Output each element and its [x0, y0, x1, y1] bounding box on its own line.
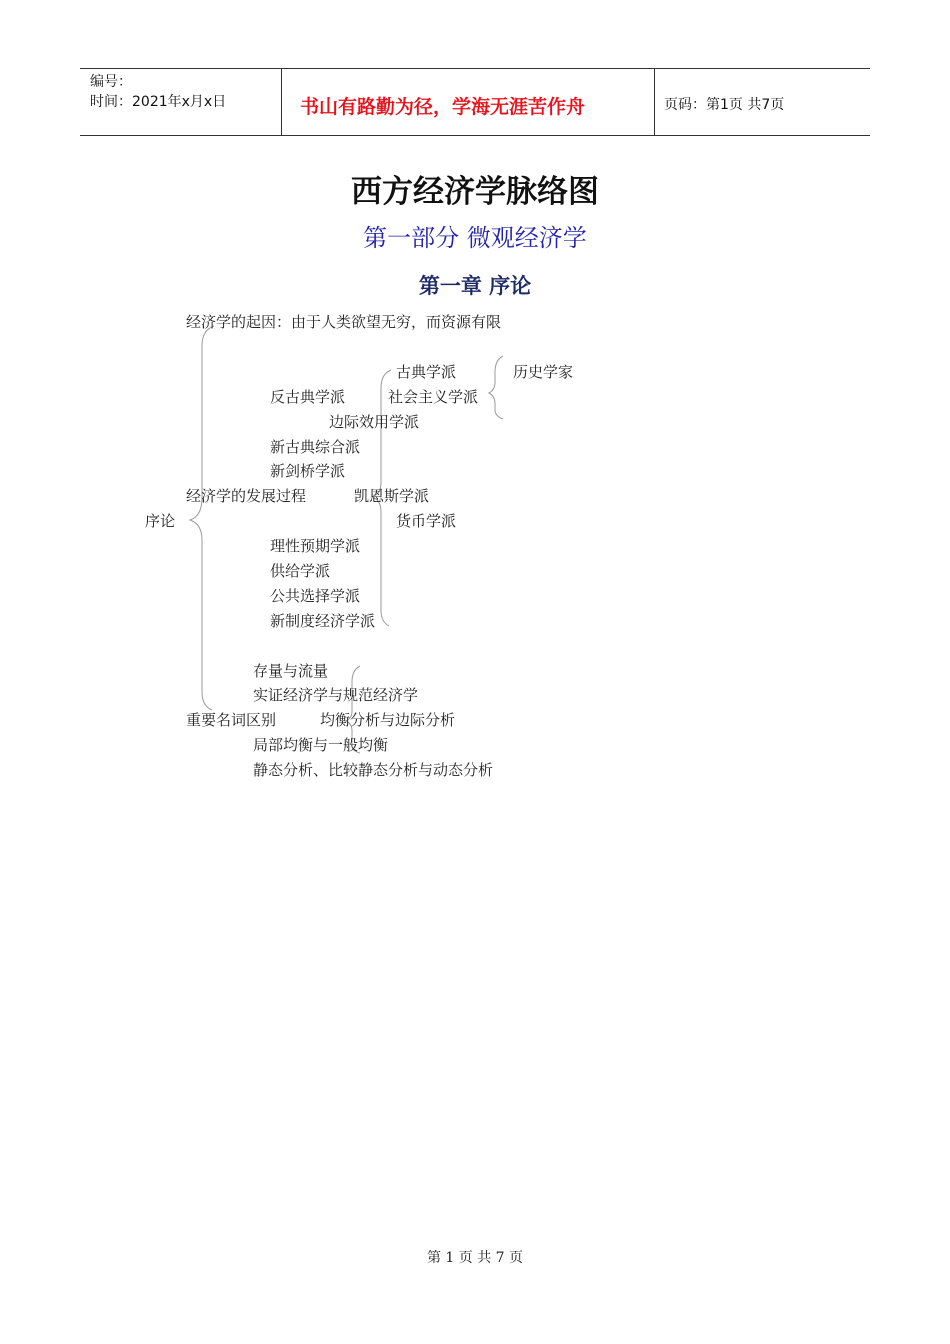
- header-motto: 书山有路勤为径，学海无涯苦作舟: [300, 96, 586, 118]
- school-marginal-utility: 边际效用学派: [329, 413, 420, 431]
- school-new-cambridge: 新剑桥学派: [270, 462, 346, 480]
- term-item: 局部均衡与一般均衡: [253, 736, 389, 754]
- school-historical: 历史学家: [513, 363, 574, 381]
- term-item: 静态分析、比较静态分析与动态分析: [253, 761, 494, 779]
- school-anti-classical: 反古典学派: [270, 388, 346, 406]
- document-title: 西方经济学脉络图: [351, 174, 599, 210]
- school-neoclassical-synthesis: 新古典综合派: [270, 438, 361, 456]
- root-node: 序论: [145, 512, 176, 530]
- school-keynesian: 凯恩斯学派: [354, 487, 430, 505]
- school-monetarist: 货币学派: [396, 512, 457, 530]
- school-public-choice: 公共选择学派: [270, 587, 361, 605]
- page-info: 页码：第1页 共7页: [664, 97, 785, 113]
- school-socialist: 社会主义学派: [388, 388, 479, 406]
- term-item: 实证经济学与规范经济学: [253, 686, 419, 704]
- school-new-institutional: 新制度经济学派: [270, 612, 376, 630]
- origin-node: 经济学的起因：由于人类欲望无穷，而资源有限: [186, 313, 502, 331]
- root-brace: [190, 326, 214, 710]
- serial-label: 编号：: [90, 74, 132, 90]
- term-item: 均衡分析与边际分析: [320, 711, 456, 729]
- part-heading: 第一部分 微观经济学: [363, 224, 587, 252]
- school-classical: 古典学派: [396, 363, 457, 381]
- page-footer: 第 1 页 共 7 页: [426, 1250, 524, 1266]
- school-supply-side: 供给学派: [270, 562, 331, 580]
- term-item: 存量与流量: [253, 662, 329, 680]
- date-label: 时间：2021年x月x日: [90, 94, 227, 110]
- school-rational-expectations: 理性预期学派: [270, 537, 361, 555]
- historical-brace: [489, 356, 503, 419]
- development-node: 经济学的发展过程: [186, 487, 307, 505]
- chapter-heading: 第一章 序论: [418, 273, 532, 298]
- terms-node: 重要名词区别: [186, 711, 277, 729]
